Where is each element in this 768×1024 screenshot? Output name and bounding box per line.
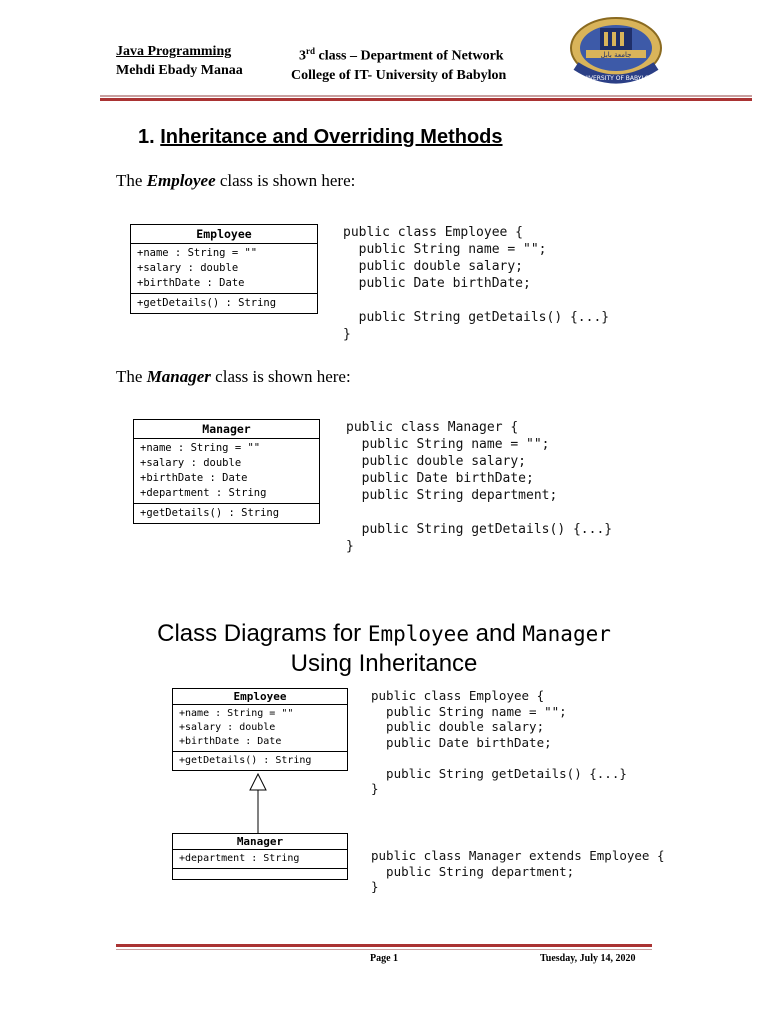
code-manager: public class Manager { public String name = ""; public double salary; public Date birthDate; public String department; public String getDetails() {...} }: [346, 420, 613, 554]
diagram-code-employee: public class Employee { public String name = ""; public double salary; public Date birthDate; public String getDetails() {...} }: [371, 688, 627, 796]
diagram-uml-employee-attributes: +name : String = "" +salary : double +birthDate : Date: [179, 708, 294, 747]
diagram-title: [0, 619, 768, 679]
footer-rule-thick: [116, 944, 652, 947]
intro-employee: The Employee class is shown here:: [116, 171, 356, 190]
uml-manager: [133, 419, 320, 524]
diagram-uml-employee-methods: +getDetails() : String: [173, 751, 347, 770]
page-number: Page 1: [370, 953, 399, 964]
uml-employee-attributes: +name : String = "" +salary : double +birthDate : Date: [137, 247, 258, 289]
section-heading: 1. Inheritance and Overriding Methods: [138, 126, 503, 148]
diagram-title-line1: Class Diagrams for Employee and Manager: [157, 620, 611, 647]
university-logo: [566, 14, 666, 89]
inheritance-arrow: [248, 772, 268, 834]
uml-manager-attributes: +name : String = "" +salary : double +birthDate : Date +department : String: [140, 442, 267, 499]
header-rule-thin: [100, 95, 752, 97]
diagram-uml-manager: [172, 833, 348, 880]
course-title: Java Programming: [116, 44, 232, 59]
uml-employee-methods: +getDetails() : String: [131, 293, 317, 313]
footer-rule-thin: [116, 949, 652, 950]
svg-text:جامعة بابل: جامعة بابل: [600, 51, 632, 59]
svg-text:UNIVERSITY OF BABYLON: UNIVERSITY OF BABYLON: [578, 75, 654, 82]
diagram-uml-employee-title: Employee: [173, 689, 347, 705]
diagram-code-manager: public class Manager extends Employee { public String department; }: [371, 848, 665, 894]
diagram-uml-manager-methods: [173, 868, 347, 879]
class-info: 3rd class – Department of Network: [299, 46, 504, 64]
header-center: [291, 42, 506, 85]
diagram-title-line2: Using Inheritance: [290, 650, 478, 677]
header-rule-thick: [100, 98, 752, 101]
diagram-uml-manager-attributes: +department : String: [179, 853, 300, 864]
uml-employee: [130, 224, 318, 314]
intro-manager: The Manager class is shown here:: [116, 367, 351, 386]
uml-manager-title: Manager: [134, 420, 319, 439]
author-name: Mehdi Ebady Manaa: [116, 63, 243, 78]
code-employee: public class Employee { public String name = ""; public double salary; public Date birthDate; public String getDetails() {...} }: [343, 225, 610, 342]
college-info: College of IT- University of Babylon: [291, 67, 507, 83]
diagram-uml-employee: [172, 688, 348, 771]
uml-manager-methods: +getDetails() : String: [134, 503, 319, 523]
uml-employee-title: Employee: [131, 225, 317, 244]
diagram-uml-manager-title: Manager: [173, 834, 347, 850]
footer-date: Tuesday, July 14, 2020: [540, 953, 636, 964]
header-left: [116, 42, 243, 80]
